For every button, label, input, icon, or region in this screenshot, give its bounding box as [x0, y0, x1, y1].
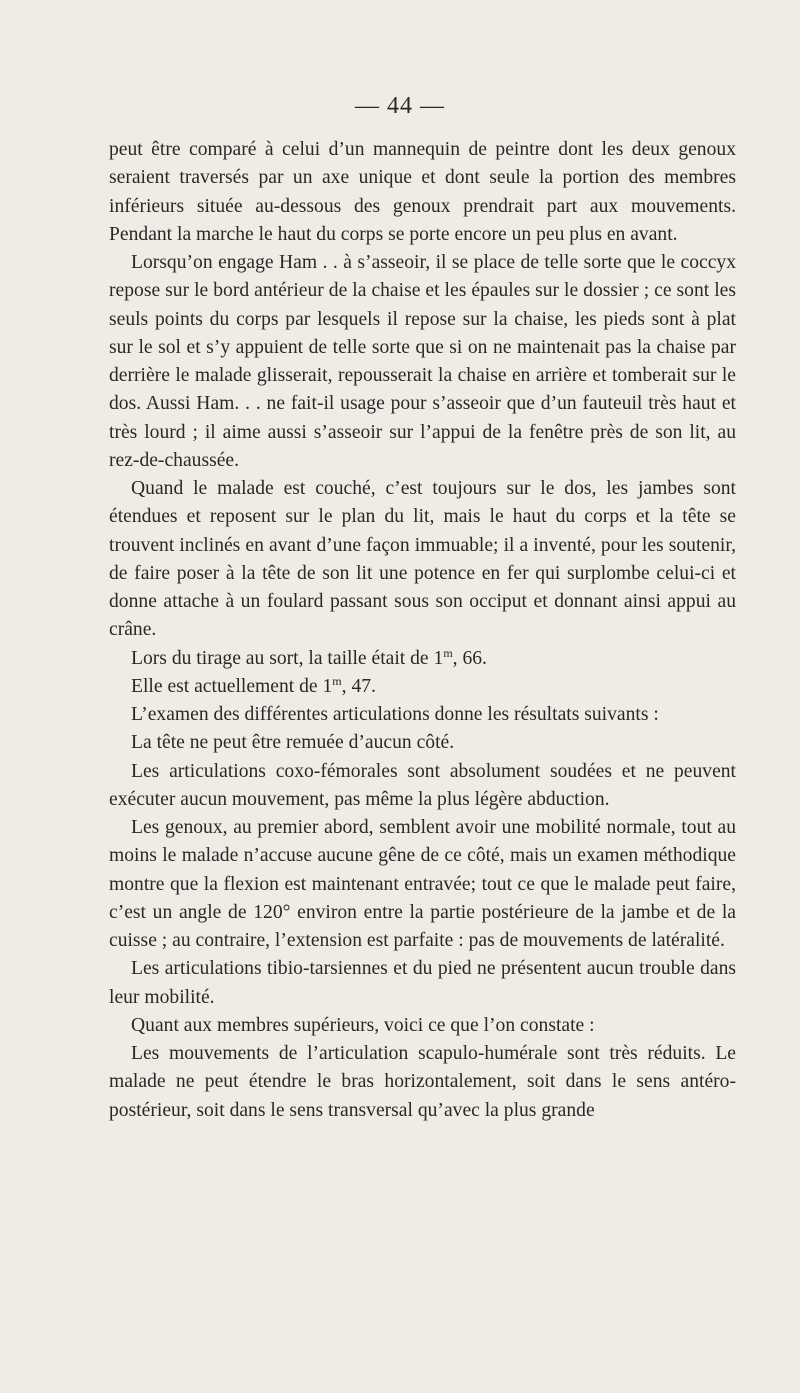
height-unit: m: [332, 673, 342, 688]
height-prefix: Lors du tirage au sort, la taille était de 1: [131, 647, 444, 669]
paragraph: Les articulations coxo-fémorales sont absolument soudées et ne peuvent exécuter aucun mouvement, pas même la plus légère abduction.: [109, 760, 736, 810]
paragraph-height-at-draft: [109, 645, 736, 673]
paragraph: Lorsqu’on engage Ham . . à s’asseoir, il se place de telle sorte que le coccyx repose sur le bord antérieur de la chaise et les épaules sur le dossier ; ce sont les seuls points du corps par lesquels il repose sur la chaise, les pieds sont à plat sur le sol et s’y appuient de telle sorte que si on ne maintenait pas la chaise par derrière le malade glisserait, repousserait la chaise en arrière et tomberait sur le dos. Aussi Ham. . . ne fait-il usage pour s’asseoir que d’un fauteuil très haut et très lourd ; il aime aussi s’asseoir sur l’appui de la fenêtre près de son lit, au rez-de-chaussée.: [109, 252, 736, 471]
body-text: [109, 136, 736, 1125]
height-value: , 47.: [341, 675, 376, 697]
paragraph: Les articulations tibio-tarsiennes et du pied ne présentent aucun trouble dans leur mobilité.: [109, 958, 736, 1008]
height-unit: m: [443, 645, 453, 660]
paragraph: L’examen des différentes articulations donne les résultats suivants :: [131, 704, 659, 725]
paragraph: Quant aux membres supérieurs, voici ce que l’on constate :: [131, 1014, 595, 1036]
paragraph: La tête ne peut être remuée d’aucun côté.: [131, 732, 455, 754]
height-prefix: Elle est actuellement de 1: [131, 675, 333, 697]
height-value: , 66.: [452, 647, 487, 669]
paragraph: Quand le malade est couché, c’est toujours sur le dos, les jambes sont étendues et reposent sur le plan du lit, mais le haut du corps et la tête se trouvent inclinés en avant d’une façon immuable; il a inventé, pour les soutenir, de faire poser à la tête de son lit une potence en fer qui surplombe celui-ci et donne attache à un foulard passant sous son occiput et donnant ainsi appui au crâne.: [109, 478, 736, 641]
page-number: — 44 —: [355, 93, 445, 119]
paragraph-height-current: [109, 673, 736, 701]
paragraph: Les genoux, au premier abord, semblent avoir une mobilité normale, tout au moins le malade n’accuse aucune gêne de ce côté, mais un examen méthodique montre que la flexion est maintenant entravée; tout ce que le malade peut faire, c’est un angle de 120° environ entre la partie postérieure de la jambe et de la cuisse ; au contraire, l’extension est parfaite : pas de mouvements de latéralité.: [109, 817, 736, 951]
paragraph: Les mouvements de l’articulation scapulo-humérale sont très réduits. Le malade ne peut étendre le bras horizontalement, soit dans le sens antéro-postérieur, soit dans le sens transversal qu’avec la plus grande: [109, 1043, 736, 1121]
paragraph: peut être comparé à celui d’un mannequin de peintre dont les deux genoux seraient traversés par un axe unique et dont seule la portion des membres inférieurs située au-dessous des genoux prendrait part aux mouvements. Pendant la marche le haut du corps se porte encore un peu plus en avant.: [109, 139, 736, 245]
